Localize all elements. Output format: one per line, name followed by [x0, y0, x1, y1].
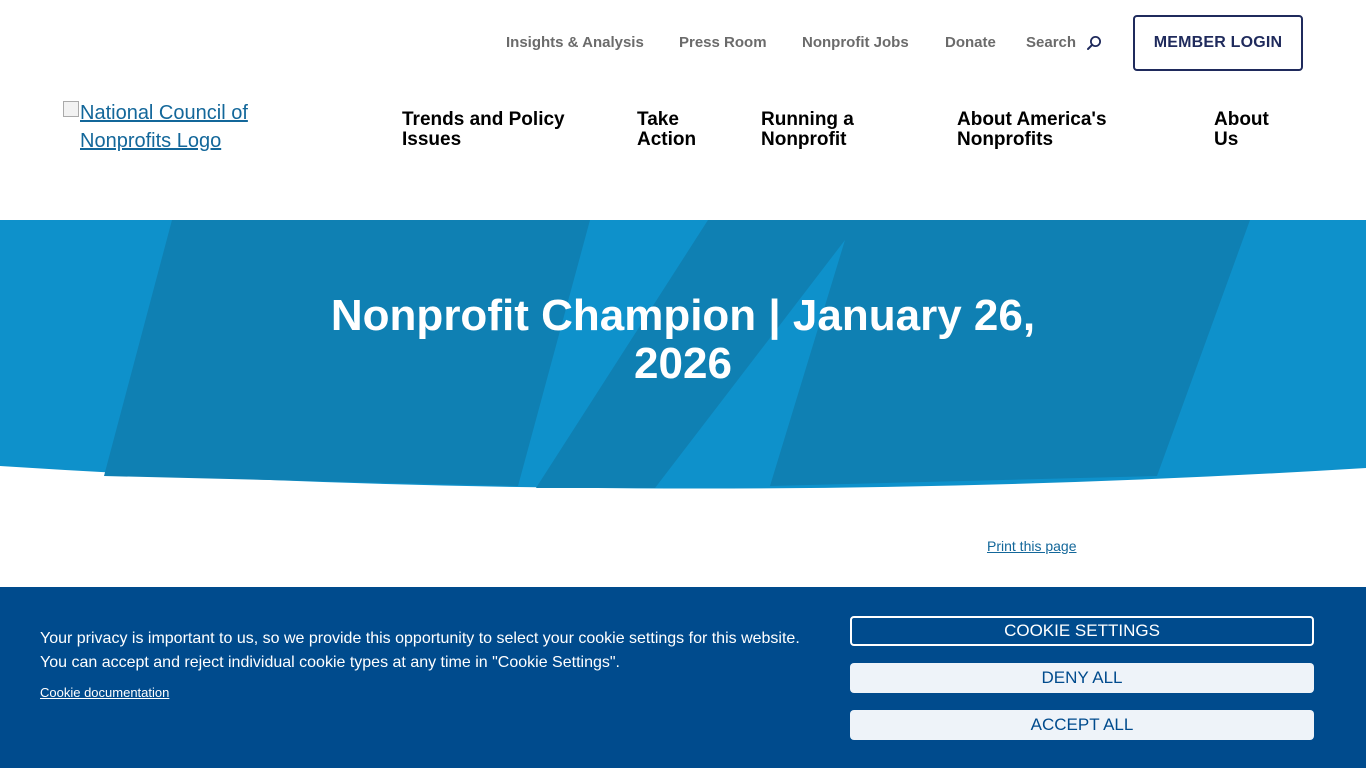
press-room-link[interactable]: Press Room [679, 34, 767, 51]
nav-running-a-nonprofit[interactable]: Running a Nonprofit [761, 109, 854, 150]
nav-about-us[interactable]: About Us [1214, 109, 1269, 150]
cookie-settings-button[interactable]: COOKIE SETTINGS [850, 616, 1314, 646]
cookie-banner [0, 587, 1366, 768]
cookie-privacy-text: Your privacy is important to us, so we provide this opportunity to select your cookie settings for this website. You can accept and reject individual cookie types at any time in "Cookie Settings". [40, 630, 800, 671]
broken-image-icon [63, 101, 79, 117]
search-icon [1086, 35, 1102, 51]
nav-trends-policy-issues[interactable]: Trends and Policy Issues [402, 109, 565, 150]
nav-about-americas-nonprofits[interactable]: About America's Nonprofits [957, 109, 1107, 150]
search-label: Search [1026, 34, 1077, 51]
member-login-button[interactable]: MEMBER LOGIN [1133, 15, 1303, 71]
accept-all-button[interactable]: ACCEPT ALL [850, 710, 1314, 740]
deny-all-button[interactable]: DENY ALL [850, 663, 1314, 693]
cookie-documentation-link[interactable]: Cookie documentation [40, 685, 170, 700]
logo-alt-text: National Council of Nonprofits Logo [80, 102, 248, 152]
nonprofit-jobs-link[interactable]: Nonprofit Jobs [802, 34, 909, 51]
insights-analysis-link[interactable]: Insights & Analysis [506, 34, 644, 51]
site-logo-link[interactable] [63, 99, 283, 155]
print-page-link[interactable]: Print this page [987, 538, 1077, 554]
utility-nav [0, 0, 1366, 86]
search-link[interactable] [1026, 34, 1102, 51]
donate-link[interactable]: Donate [945, 34, 996, 51]
nav-take-action[interactable]: Take Action [637, 109, 697, 150]
page-title: Nonprofit Champion | January 26, 2026 [330, 291, 1036, 388]
hero-banner [0, 220, 1366, 490]
